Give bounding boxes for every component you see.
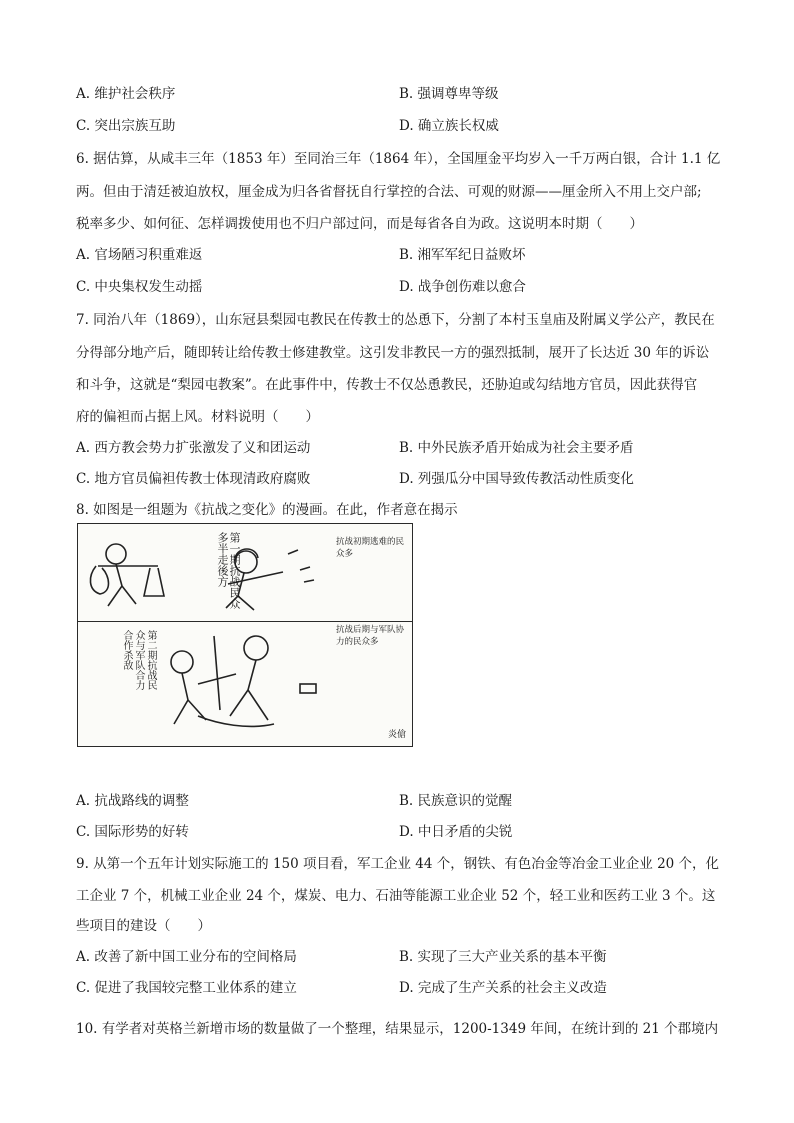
- q9-stem-line2: 工企业 7 个，机械工业企业 24 个，煤炭、电力、石油等能源工业企业 52 个，轻工业和医药工业 3 个。这: [76, 888, 716, 904]
- comic-divider: [78, 621, 412, 622]
- comic-caption-top: 抗战初期逃难的民众多: [336, 537, 405, 559]
- q6-stem-line2: 两。但由于清廷被迫放权，厘金成为归各省督抚自行掌控的合法、可观的财源——厘金所入不用上交户部;: [76, 184, 702, 200]
- comic-panel2-handwriting: 第二期抗战民众与军队合力合作杀敌: [121, 630, 156, 690]
- q8-option-a[interactable]: A. 抗战路线的调整: [76, 793, 189, 809]
- q9-option-a[interactable]: A. 改善了新中国工业分布的空间格局: [76, 949, 297, 965]
- comic-panel1-handwriting: 第一期抗战民众多半走後方: [216, 532, 241, 609]
- q9-option-b[interactable]: B. 实现了三大产业关系的基本平衡: [399, 949, 607, 965]
- q7-stem-line3: 和斗争，这就是“梨园屯教案”。在此事件中，传教士不仅怂恿教民，还胁迫或勾结地方官员，因此获得官: [76, 377, 698, 393]
- q6-options-row1: [76, 243, 736, 263]
- q7-option-b[interactable]: B. 中外民族矛盾开始成为社会主要矛盾: [399, 440, 634, 456]
- q6-option-c[interactable]: C. 中央集权发生动摇: [76, 279, 203, 295]
- q5-options-row1: [76, 82, 736, 102]
- q7-options-row1: [76, 436, 736, 456]
- q7-option-d[interactable]: D. 列强瓜分中国导致传教活动性质变化: [399, 471, 634, 487]
- q7-stem-line4: 府的偏袒而占据上风。材料说明（ ）: [76, 409, 319, 425]
- q8-options-row2: [76, 820, 736, 840]
- q6-option-a[interactable]: A. 官场陋习积重难返: [76, 247, 203, 263]
- q7-option-c[interactable]: C. 地方官员偏袒传教士体现清政府腐败: [76, 471, 311, 487]
- q8-option-d[interactable]: D. 中日矛盾的尖锐: [399, 824, 513, 840]
- q9-options-row1: [76, 945, 736, 965]
- q7-stem-line1: 7. 同治八年（1869），山东冠县梨园屯教民在传教士的怂恿下，分割了本村玉皇庙及附属义学公产，教民在: [76, 312, 715, 328]
- q5-option-a[interactable]: A. 维护社会秩序: [76, 86, 176, 102]
- q8-options-row1: [76, 789, 736, 809]
- q6-options-row2: [76, 275, 736, 295]
- q9-options-row2: [76, 976, 736, 996]
- q7-options-row2: [76, 467, 736, 487]
- q7-stem-line2: 分得部分地产后，随即转让给传教士修建教堂。这引发非教民一方的强烈抵制，展开了长达近 30 年的诉讼: [76, 345, 710, 361]
- q6-stem-line1: 6. 据估算，从咸丰三年（1853 年）至同治三年（1864 年），全国厘金平均岁入一千万两白银，合计 1.1 亿: [76, 151, 721, 167]
- q5-option-c[interactable]: C. 突出宗族互助: [76, 118, 176, 134]
- q8-stem-line1: 8. 如图是一组题为《抗战之变化》的漫画。在此，作者意在揭示: [76, 502, 458, 518]
- comic-image: [77, 523, 413, 747]
- q9-option-d[interactable]: D. 完成了生产关系的社会主义改造: [399, 980, 607, 996]
- q8-option-c[interactable]: C. 国际形势的好转: [76, 824, 189, 840]
- q8-option-b[interactable]: B. 民族意识的觉醒: [399, 793, 513, 809]
- q5-option-b[interactable]: B. 强调尊卑等级: [399, 86, 499, 102]
- q9-stem-line3: 些项目的建设（ ）: [76, 918, 211, 934]
- q10-stem-line1: 10. 有学者对英格兰新增市场的数量做了一个整理，结果显示，1200-1349 年间，在统计到的 21 个郡境内: [76, 1021, 719, 1037]
- q5-options-row2: [76, 114, 736, 134]
- q6-option-b[interactable]: B. 湘军军纪日益败坏: [399, 247, 526, 263]
- q6-stem-line3: 税率多少、如何征、怎样调拨使用也不归户部过问，而是每省各自为政。这说明本时期（ ）: [76, 216, 643, 232]
- q6-option-d[interactable]: D. 战争创伤难以愈合: [399, 279, 526, 295]
- q9-stem-line1: 9. 从第一个五年计划实际施工的 150 项目看，军工企业 44 个，钢铁、有色冶金等冶金工业企业 20 个，化: [76, 856, 720, 872]
- comic-signature: 炎傖: [387, 730, 406, 740]
- q7-option-a[interactable]: A. 西方教会势力扩张激发了义和团运动: [76, 440, 311, 456]
- q9-option-c[interactable]: C. 促进了我国较完整工业体系的建立: [76, 980, 297, 996]
- comic-caption-bottom: 抗战后期与军队协力的民众多: [336, 625, 405, 647]
- q5-option-d[interactable]: D. 确立族长权威: [399, 118, 499, 134]
